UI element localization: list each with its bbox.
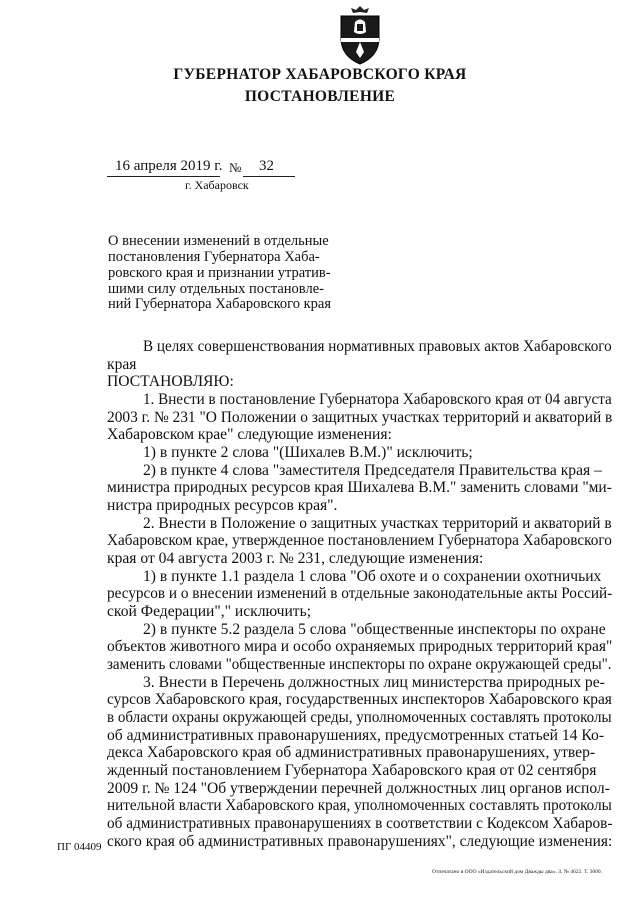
- body-line: ресурсов и о внесении изменений в отдельные законодательные акты Россий-: [107, 585, 613, 602]
- date-underline: [107, 176, 220, 177]
- body-line: Хабаровском крае" следующие изменения:: [107, 426, 392, 443]
- body-line: об административных правонарушениях в соответствии с Кодексом Хабаров-: [107, 815, 613, 832]
- body-line: ского края об административных правонарушениях", следующие изменения:: [107, 833, 613, 850]
- body-line: объектов животного мира и особо охраняемых природных территорий края": [107, 638, 613, 655]
- body-line: 1) в пункте 2 слова "(Шихалев В.М.)" исключить;: [143, 444, 473, 461]
- document-date: 16 апреля 2019 г.: [115, 158, 223, 174]
- document-city: г. Хабаровск: [185, 178, 249, 192]
- body-line: в области охраны окружающей среды, уполномоченных составлять протоколы: [107, 709, 612, 726]
- form-code: ПГ 04409: [57, 841, 102, 853]
- body-line: В целях совершенствования нормативных правовых актов Хабаровского: [143, 338, 612, 355]
- body-line: 2009 г. № 124 "Об утверждении перечней должностных лиц органов испол-: [107, 780, 610, 797]
- subject-line: постановления Губернатора Хаба-: [108, 249, 320, 265]
- document-number: 32: [259, 158, 274, 174]
- body-line: декса Хабаровского края об административных правонарушениях, утвер-: [107, 744, 596, 761]
- body-line: края от 04 августа 2003 г. № 231, следующие изменения:: [107, 550, 484, 567]
- document-type: ПОСТАНОВЛЕНИЕ: [244, 88, 396, 105]
- coat-of-arms-emblem: [333, 2, 387, 66]
- body-line: 2) в пункте 4 слова "заместителя Председателя Правительства края –: [143, 462, 602, 479]
- subject-line: ний Губернатора Хабаровского края: [108, 296, 332, 312]
- body-line: 2. Внести в Положение о защитных участках территорий и акваторий в: [143, 515, 612, 532]
- body-line: заменить словами "общественные инспекторы по охране окружающей среды".: [107, 656, 612, 673]
- number-sign: №: [229, 160, 242, 175]
- body-line: ской Федерации"," исключить;: [107, 603, 312, 620]
- body-line: 3. Внести в Перечень должностных лиц министерства природных ре-: [143, 674, 605, 691]
- number-underline: [243, 176, 295, 177]
- body-line: министра природных ресурсов края Шихалева В.М." заменить словами "ми-: [107, 479, 612, 496]
- body-line: 2) в пункте 5.2 раздела 5 слова "общественные инспекторы по охране: [143, 621, 606, 638]
- issuing-authority: ГУБЕРНАТОР ХАБАРОВСКОГО КРАЯ: [173, 66, 467, 83]
- body-line: края: [107, 356, 137, 373]
- body-line: 2003 г. № 231 "О Положении о защитных участках территорий и акваторий в: [107, 409, 613, 426]
- subject-line: шими силу отдельных постановле-: [108, 281, 324, 297]
- resolution-heading: ПОСТАНОВЛЯЮ:: [107, 373, 234, 390]
- body-line: нительной власти Хабаровского края, уполномоченных составлять протоколы: [107, 797, 612, 814]
- body-line: 1) в пункте 1.1 раздела 1 слова "Об охоте и о сохранении охотничьих: [143, 568, 602, 585]
- subject-line: ровского края и признании утратив-: [108, 265, 331, 281]
- subject-line: О внесении изменений в отдельные: [108, 233, 329, 249]
- printer-note: Отпечатано в ООО «Издательский дом Дважды два». З. № 4622. Т. 3000.: [432, 869, 603, 875]
- body-line: нистра природных ресурсов края".: [107, 497, 338, 514]
- body-line: сурсов Хабаровского края, государственных инспекторов Хабаровского края: [107, 691, 612, 708]
- body-line: об административных правонарушениях, предусмотренных статьей 14 Ко-: [107, 727, 605, 744]
- body-line: Хабаровском крае, утвержденное постановлением Губернатора Хабаровского: [107, 532, 612, 549]
- body-line: 1. Внести в постановление Губернатора Хабаровского края от 04 августа: [143, 391, 612, 408]
- body-line: жденный постановлением Губернатора Хабаровского края от 02 сентября: [107, 762, 597, 779]
